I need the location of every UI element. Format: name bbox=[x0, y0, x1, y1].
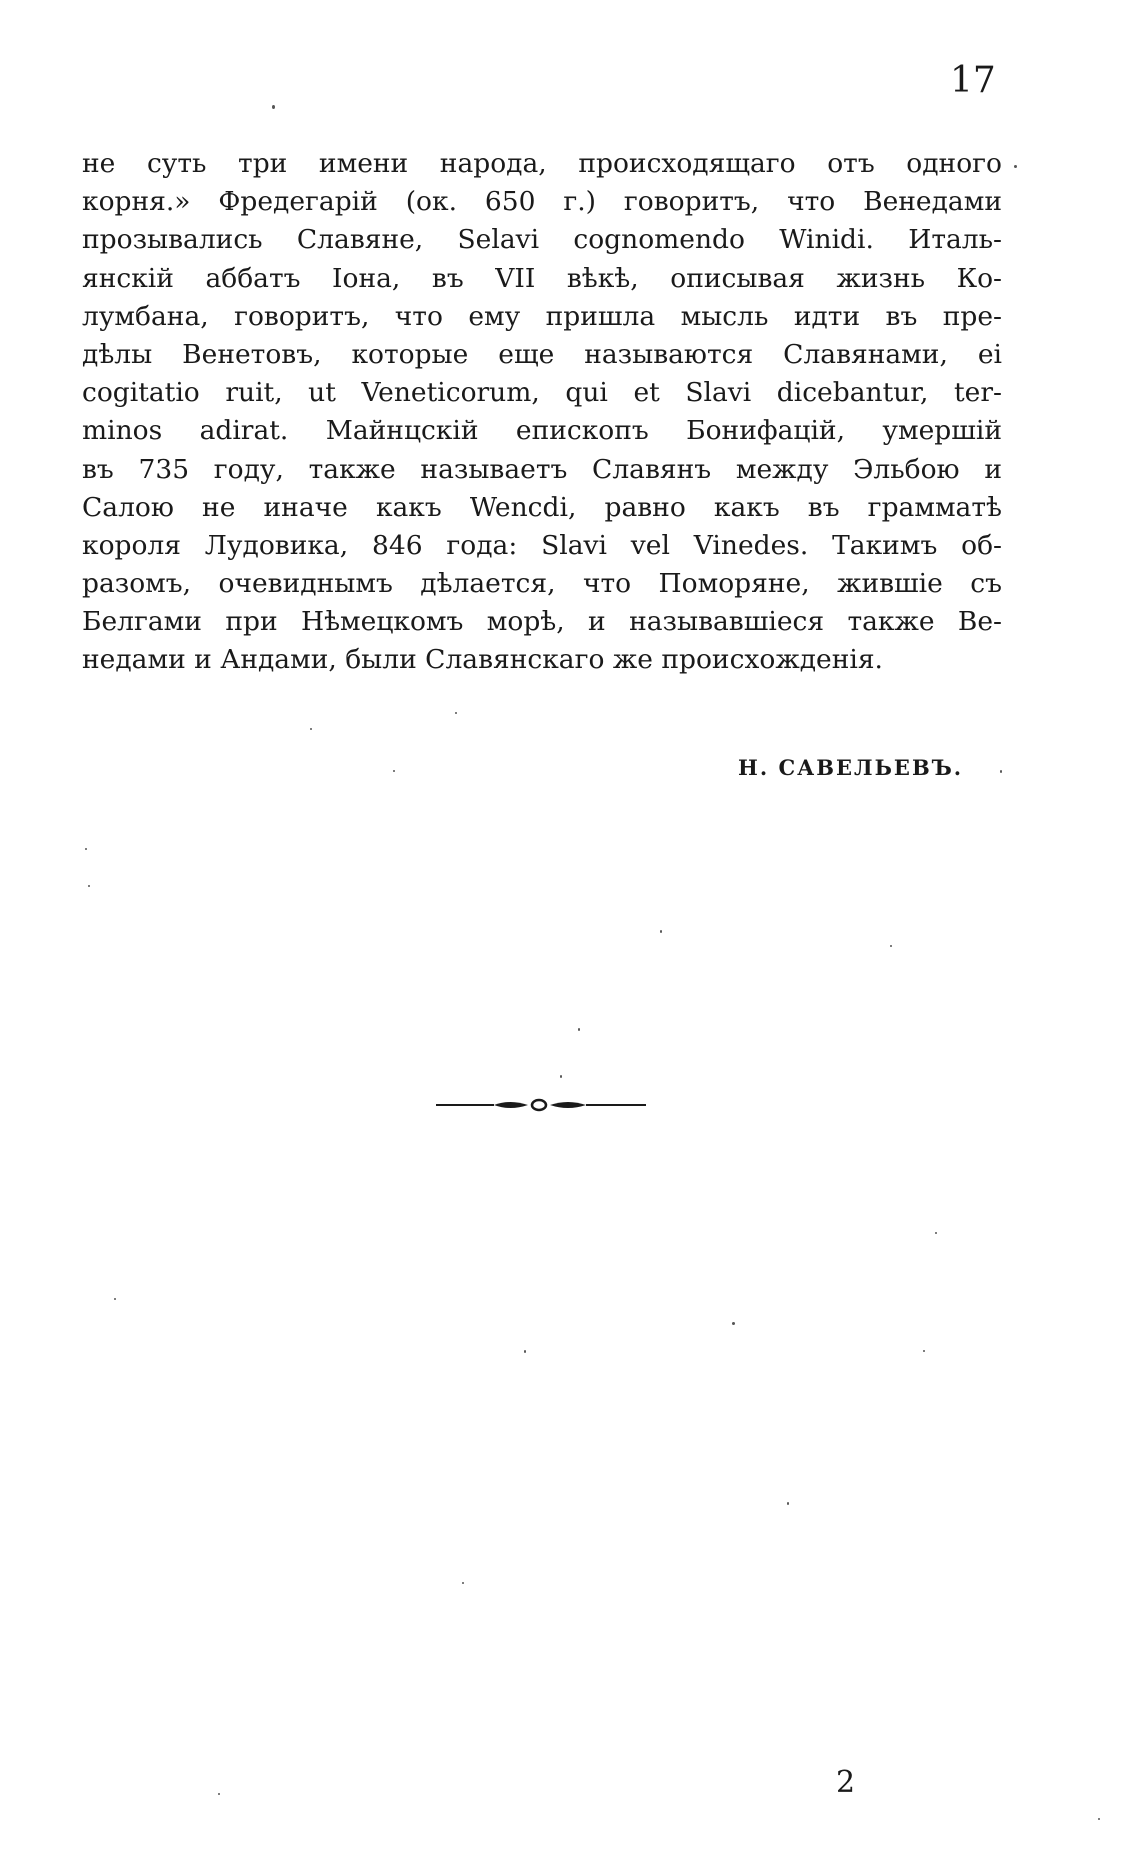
text-line: короля Лудовика, 846 года: Slavi vel Vinedes. Такимъ об- bbox=[82, 529, 1002, 561]
text-line: Салою не иначе какъ Wencdi, равно какъ въ грамматѣ bbox=[82, 491, 1002, 523]
signature-mark: 2 bbox=[836, 1765, 856, 1800]
scan-speck bbox=[1014, 165, 1017, 168]
text-line: лумбана, говоритъ, что ему пришла мысль идти въ пре- bbox=[82, 300, 1002, 332]
scan-speck bbox=[393, 770, 395, 772]
scan-speck bbox=[923, 1350, 925, 1352]
scan-speck bbox=[1098, 1818, 1100, 1820]
text-line: недами и Андами, были Славянскаго же происхожденія. bbox=[82, 644, 883, 676]
scan-speck bbox=[660, 930, 662, 933]
scan-speck bbox=[578, 1028, 580, 1031]
ornament-divider-icon bbox=[436, 1093, 646, 1117]
scan-speck bbox=[310, 728, 312, 730]
author-signature: Н. САВЕЛЬЕВЪ. bbox=[738, 755, 964, 780]
text-line: разомъ, очевиднымъ дѣлается, что Поморяне, жившіе съ bbox=[82, 568, 1002, 600]
scan-speck bbox=[462, 1582, 464, 1584]
scan-speck bbox=[890, 945, 892, 947]
scan-speck bbox=[787, 1502, 789, 1505]
text-line: корня.» Фредегарій (ок. 650 г.) говоритъ, что Венедами bbox=[82, 186, 1002, 218]
text-line: въ 735 году, также называетъ Славянъ между Эльбою и bbox=[82, 453, 1002, 485]
scan-speck bbox=[524, 1350, 526, 1353]
text-line: янскій аббатъ Іона, въ VII вѣкѣ, описывая жизнь Ко- bbox=[82, 262, 1002, 294]
text-line: дѣлы Венетовъ, которые еще называются Славянами, ei bbox=[82, 338, 1002, 370]
scan-speck bbox=[88, 885, 90, 887]
scan-speck bbox=[218, 1793, 220, 1795]
text-line: не суть три имени народа, происходящаго отъ одного bbox=[82, 148, 1002, 179]
page-number: 17 bbox=[950, 60, 996, 101]
scan-speck bbox=[272, 105, 275, 109]
scan-speck bbox=[732, 1322, 735, 1325]
scan-speck bbox=[1000, 770, 1002, 773]
body-paragraph bbox=[82, 145, 1002, 680]
scan-speck bbox=[560, 1075, 562, 1078]
text-line: cogitatio ruit, ut Veneticorum, qui et Slavi dicebantur, ter- bbox=[82, 377, 1002, 409]
text-line: прозывались Славяне, Selavi cognomendo Winidi. Италь- bbox=[82, 224, 1002, 256]
scan-speck bbox=[85, 848, 87, 850]
scan-speck bbox=[455, 712, 457, 714]
text-line: minos adirat. Майнцскій епископъ Бонифацій, умершій bbox=[82, 415, 1002, 447]
scan-speck bbox=[935, 1232, 937, 1234]
text-line: Белгами при Нѣмецкомъ морѣ, и называвшіеся также Ве- bbox=[82, 606, 1002, 638]
scan-speck bbox=[114, 1298, 116, 1300]
